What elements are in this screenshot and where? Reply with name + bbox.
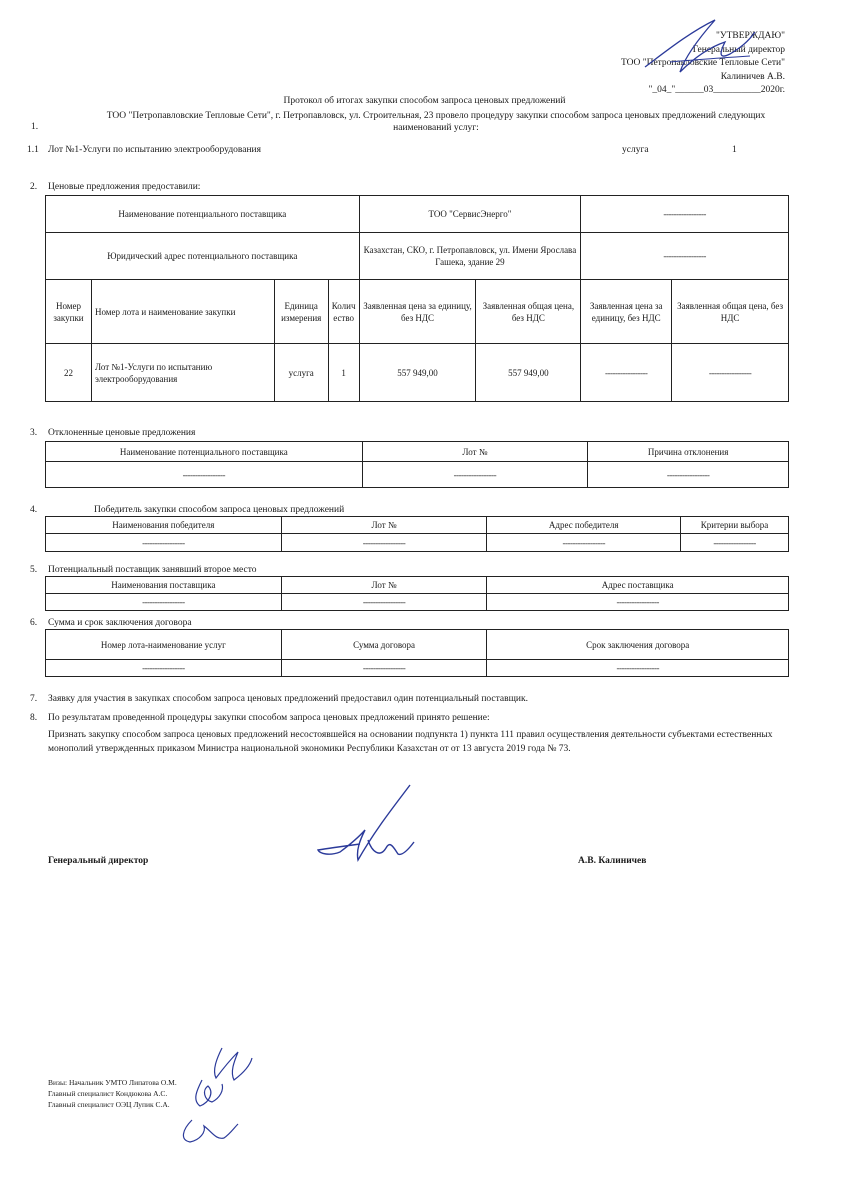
second-header-address: Адрес поставщика [487,577,789,594]
contract-header-sum: Сумма договора [281,630,487,660]
lot-line-name: Лот №1-Услуги по испытанию электрооборудования [48,145,262,155]
contract-sum: ----------------- [281,660,487,677]
winner-table [45,516,789,552]
winner-header-name: Наименования победителя [46,517,282,534]
supplier-empty: ----------------- [581,196,789,233]
signature-name: А.В. Калиничев [578,856,647,866]
section-8-text: По результатам проведенной процедуры закупки способом запроса ценовых предложений принято решение: [48,713,490,723]
contract-header-term: Срок заключения договора [487,630,789,660]
visa-line-1: Визы: Начальник УМТО Липатова О.М. [48,1078,177,1087]
header-total-price-2: Заявленная общая цена, без НДС [672,280,789,344]
row-total-price: 557 949,00 [476,344,581,402]
table-row [46,344,789,402]
section-3-number: 3. [30,428,38,438]
section-2-number: 2. [30,182,38,192]
visa-signatures [172,1040,262,1150]
lot-line-unit: услуга [622,145,649,155]
header-total-price: Заявленная общая цена, без НДС [476,280,581,344]
winner-header-lot: Лот № [281,517,487,534]
table-row [46,660,789,677]
section-5-label: Потенциальный поставщик занявший второе место [48,565,257,575]
winner-name: ----------------- [46,534,282,552]
row-total-price-2: ----------------- [672,344,789,402]
winner-lot: ----------------- [281,534,487,552]
row-qty: 1 [328,344,359,402]
section-6-label: Сумма и срок заключения договора [48,618,192,628]
rejected-offers-table [45,441,789,488]
visas-block [48,1077,177,1110]
contract-header-lot: Номер лота-наименование услуг [46,630,282,660]
approval-position: Генеральный директор [692,44,785,55]
table-row [46,462,789,488]
director-signature [310,780,460,870]
lot-line-qty: 1 [732,145,737,155]
address-value: Казахстан, СКО, г. Петропавловск, ул. Имени Ярослава Гашека, здание 29 [359,233,581,280]
contract-table [45,629,789,677]
row-unit-price: 557 949,00 [359,344,476,402]
header-unit-price: Заявленная цена за единицу, без НДС [359,280,476,344]
lot-line-number: 1.1 [27,145,39,155]
second-address: ----------------- [487,594,789,611]
address-header: Юридический адрес потенциального поставщика [46,233,360,280]
section-5-number: 5. [30,565,38,575]
rejected-header-reason: Причина отклонения [588,442,789,462]
approval-name: Калиничев А.В. [720,71,785,82]
section-3-label: Отклоненные ценовые предложения [48,428,196,438]
contract-lot: ----------------- [46,660,282,677]
winner-criteria: ----------------- [681,534,789,552]
row-purchase-no: 22 [46,344,92,402]
header-qty: Количество [328,280,359,344]
intro-paragraph: ТОО "Петропавловские Тепловые Сети", г. Петропавловск, ул. Строительная, 23 провело процедуру закупки способом запроса ценовых предложений следующих наименований услуг: [106,111,766,133]
header-unit: Единица измерения [274,280,328,344]
header-unit-price-2: Заявленная цена за единицу, без НДС [581,280,672,344]
winner-header-criteria: Критерии выбора [681,517,789,534]
row-unit: услуга [274,344,328,402]
second-lot: ----------------- [281,594,487,611]
winner-header-address: Адрес победителя [487,517,681,534]
approval-signature [640,12,760,82]
rejected-reason: ----------------- [588,462,789,488]
approval-stamp-title: "УТВЕРЖДАЮ" [716,31,785,41]
section-2-label: Ценовые предложения предоставили: [48,182,201,192]
rejected-lot: ----------------- [362,462,588,488]
approval-company: ТОО "Петропавловские Тепловые Сети" [620,58,785,68]
visa-line-2: Главный специалист Кондюкова А.С. [48,1089,168,1098]
supplier-header: Наименование потенциального поставщика [46,196,360,233]
header-purchase-no: Номер закупки [46,280,92,344]
section-1-number: 1. [31,122,39,132]
price-offers-table [45,195,789,402]
approval-date: "_04_"______03__________2020г. [648,85,785,95]
row-lot: Лот №1-Услуги по испытанию электрооборудования [91,344,274,402]
second-place-table [45,576,789,611]
rejected-supplier: ----------------- [46,462,363,488]
section-7-text: Заявку для участия в закупках способом запроса ценовых предложений предоставил один потенциальный поставщик. [48,694,528,704]
section-7-number: 7. [30,694,38,704]
section-6-number: 6. [30,618,38,628]
section-4-label: Победитель закупки способом запроса ценовых предложений [94,505,345,515]
second-name: ----------------- [46,594,282,611]
visa-line-3: Главный специалист ОЭЦ Лупик С.А. [48,1100,170,1109]
section-8-number: 8. [30,713,38,723]
table-row [46,534,789,552]
decision-paragraph: Признать закупку способом запроса ценовых предложений несостоявшейся на основании подпункта 1) пункта 111 правил осуществления деятельности субъектами естественных монополий утвержденных приказом Министра национальной экономики Республики Казахстан от от 13 августа 2019 года № 73. [48,730,773,754]
signature-role: Генеральный директор [48,856,149,866]
winner-address: ----------------- [487,534,681,552]
contract-term: ----------------- [487,660,789,677]
supplier-name: ТОО "СервисЭнерго" [359,196,581,233]
rejected-header-supplier: Наименование потенциального поставщика [46,442,363,462]
header-lot: Номер лота и наименование закупки [91,280,274,344]
address-empty: ----------------- [581,233,789,280]
second-header-name: Наименования поставщика [46,577,282,594]
rejected-header-lot: Лот № [362,442,588,462]
section-4-number: 4. [30,505,38,515]
table-row [46,594,789,611]
page-title: Протокол об итогах закупки способом запроса ценовых предложений [283,96,566,106]
second-header-lot: Лот № [281,577,487,594]
row-unit-price-2: ----------------- [581,344,672,402]
